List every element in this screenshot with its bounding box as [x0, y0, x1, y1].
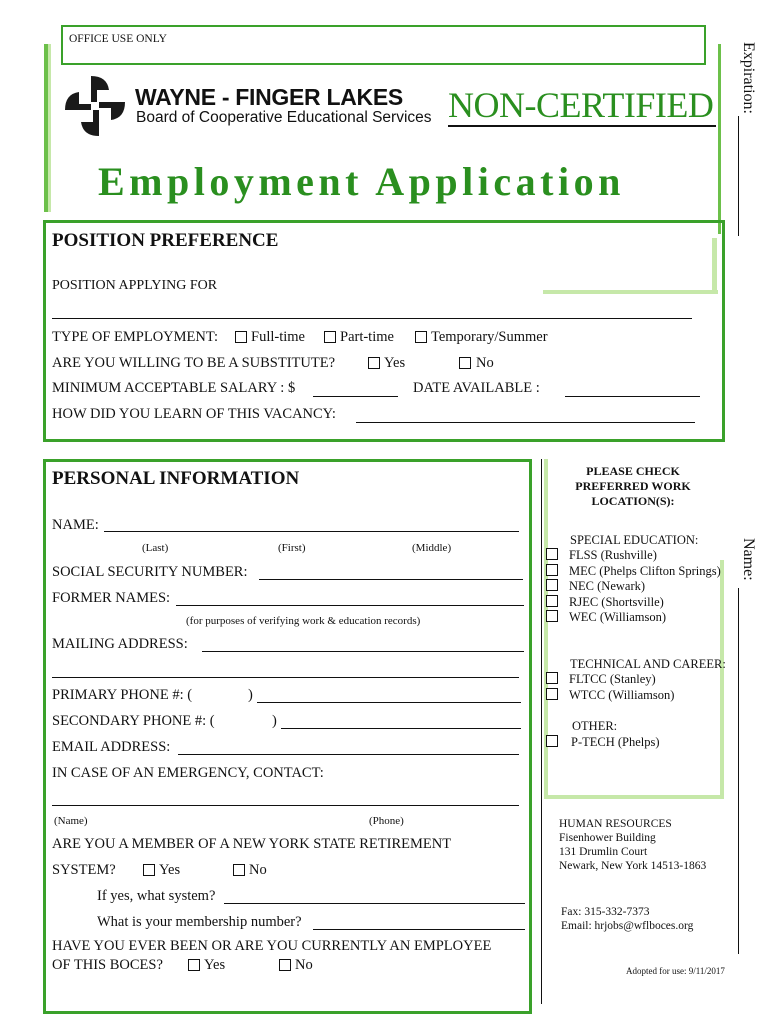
- fulltime-label: Full-time: [251, 329, 305, 345]
- temporary-checkbox[interactable]: [415, 331, 427, 343]
- location-item[interactable]: NEC (Newark): [546, 579, 721, 595]
- hr-line2: Fisenhower Building: [559, 832, 656, 844]
- expiration-line: [738, 116, 739, 236]
- secondary-phone-paren: ): [272, 713, 277, 729]
- expiration-label: Expiration:: [740, 42, 757, 114]
- retirement-no-checkbox[interactable]: [233, 864, 245, 876]
- email-field[interactable]: [178, 754, 519, 755]
- side-name-label: Name:: [740, 538, 757, 581]
- location-checkbox[interactable]: [546, 688, 558, 700]
- emergency-name-caption: (Name): [54, 815, 88, 827]
- non-certified-banner: NON-CERTIFIED: [448, 85, 714, 125]
- emergency-contact-field[interactable]: [52, 805, 519, 806]
- other-label: OTHER:: [572, 719, 618, 733]
- mailing-address-label: MAILING ADDRESS:: [52, 636, 188, 652]
- side-name-line: [738, 588, 739, 954]
- boces-employee-question-line2: OF THIS BOCES?: [52, 957, 163, 973]
- ssn-label: SOCIAL SECURITY NUMBER:: [52, 564, 248, 580]
- logo-name-line1: WAYNE - FINGER LAKES: [135, 84, 403, 110]
- personal-heading: PERSONAL INFORMATION: [52, 468, 300, 489]
- location-item[interactable]: RJEC (Shortsville): [546, 595, 721, 611]
- position-accent-v: [712, 238, 717, 294]
- boces-no-checkbox[interactable]: [279, 959, 291, 971]
- special-education-label: SPECIAL EDUCATION:: [570, 533, 699, 547]
- fulltime-checkbox[interactable]: [235, 331, 247, 343]
- location-checkbox[interactable]: [546, 548, 558, 560]
- retirement-question-line2: SYSTEM?: [52, 862, 116, 878]
- former-names-field[interactable]: [176, 605, 524, 606]
- location-item[interactable]: FLSS (Rushville): [546, 548, 721, 564]
- membership-number-field[interactable]: [313, 929, 525, 930]
- substitute-yes-checkbox[interactable]: [368, 357, 380, 369]
- technical-career-label: TECHNICAL AND CAREER:: [570, 657, 726, 671]
- special-education-list: [546, 548, 721, 626]
- date-available-field[interactable]: [565, 396, 700, 397]
- email-label: EMAIL ADDRESS:: [52, 739, 171, 755]
- retirement-question-line1: ARE YOU A MEMBER OF A NEW YORK STATE RETIREMENT: [52, 836, 452, 852]
- left-accent-bar-light: [48, 44, 51, 212]
- boces-employee-question-line1: HAVE YOU EVER BEEN OR ARE YOU CURRENTLY AN EMPLOYEE: [52, 938, 492, 954]
- position-applying-label: POSITION APPLYING FOR: [52, 278, 218, 293]
- temporary-label: Temporary/Summer: [431, 329, 548, 345]
- location-heading-line2: PREFERRED WORK: [575, 479, 691, 493]
- former-names-note: (for purposes of verifying work & education records): [186, 615, 421, 627]
- location-checkbox[interactable]: [546, 672, 558, 684]
- mailing-address-field-2[interactable]: [52, 677, 519, 678]
- which-system-label: If yes, what system?: [97, 888, 216, 904]
- boces-yes-label: Yes: [204, 957, 226, 973]
- which-system-field[interactable]: [224, 903, 525, 904]
- location-accent-bottom: [544, 795, 724, 799]
- hr-line3: 131 Drumlin Court: [559, 846, 648, 858]
- first-caption: (First): [278, 542, 306, 554]
- middle-caption: (Middle): [412, 542, 452, 554]
- location-checkbox[interactable]: [546, 610, 558, 622]
- location-heading: [558, 464, 708, 509]
- retirement-yes-checkbox[interactable]: [143, 864, 155, 876]
- name-label: NAME:: [52, 517, 99, 533]
- vacancy-label: HOW DID YOU LEARN OF THIS VACANCY:: [52, 406, 336, 422]
- boces-yes-checkbox[interactable]: [188, 959, 200, 971]
- location-heading-line3: LOCATION(S):: [591, 494, 675, 508]
- location-item[interactable]: FLTCC (Stanley): [546, 672, 674, 688]
- hr-contact-block: [561, 905, 693, 933]
- primary-phone-field[interactable]: [257, 702, 521, 703]
- logo-name-line2: Board of Cooperative Educational Services: [136, 109, 432, 126]
- location-heading-line1: PLEASE CHECK: [586, 464, 680, 478]
- other-list: [546, 735, 660, 751]
- location-checkbox[interactable]: [546, 579, 558, 591]
- salary-field[interactable]: [313, 396, 398, 397]
- parttime-checkbox[interactable]: [324, 331, 336, 343]
- employment-type-label: TYPE OF EMPLOYMENT:: [52, 329, 219, 345]
- secondary-phone-label: SECONDARY PHONE #: (: [52, 713, 215, 729]
- parttime-label: Part-time: [340, 329, 394, 345]
- location-item[interactable]: P-TECH (Phelps): [546, 735, 660, 751]
- substitute-yes-label: Yes: [384, 355, 406, 371]
- right-accent-bar-top: [718, 44, 721, 234]
- mailing-address-field-1[interactable]: [202, 651, 524, 652]
- position-heading: POSITION PREFERENCE: [52, 230, 279, 251]
- membership-number-label: What is your membership number?: [97, 914, 302, 930]
- office-use-box[interactable]: [61, 25, 706, 65]
- emergency-phone-caption: (Phone): [369, 815, 404, 827]
- location-item[interactable]: MEC (Phelps Clifton Springs): [546, 564, 721, 580]
- emergency-contact-label: IN CASE OF AN EMERGENCY, CONTACT:: [52, 765, 324, 781]
- location-column-divider: [541, 459, 542, 1004]
- hr-address-block: [559, 817, 706, 873]
- office-use-label: OFFICE USE ONLY: [69, 33, 167, 45]
- banner-underline: [448, 125, 716, 127]
- date-available-label: DATE AVAILABLE :: [413, 380, 540, 396]
- substitute-no-checkbox[interactable]: [459, 357, 471, 369]
- ssn-field[interactable]: [259, 579, 523, 580]
- position-applying-field[interactable]: [52, 318, 692, 319]
- boces-logo: [60, 73, 130, 139]
- substitute-no-label: No: [476, 355, 494, 371]
- adopted-date: Adopted for use: 9/11/2017: [626, 966, 725, 976]
- location-item[interactable]: WEC (Williamson): [546, 610, 721, 626]
- substitute-question: ARE YOU WILLING TO BE A SUBSTITUTE?: [52, 355, 336, 371]
- hr-fax: Fax: 315-332-7373: [561, 906, 650, 918]
- boces-no-label: No: [295, 957, 313, 973]
- page-title: Employment Application: [98, 159, 625, 204]
- technical-career-list: [546, 672, 674, 703]
- hr-line1: HUMAN RESOURCES: [559, 818, 672, 830]
- retirement-yes-label: Yes: [159, 862, 181, 878]
- last-caption: (Last): [142, 542, 169, 554]
- secondary-phone-field[interactable]: [281, 728, 521, 729]
- pinwheel-logo-icon: [60, 73, 130, 139]
- vacancy-field[interactable]: [356, 422, 695, 423]
- salary-label: MINIMUM ACCEPTABLE SALARY : $: [52, 380, 296, 396]
- location-checkbox[interactable]: [546, 595, 558, 607]
- location-item[interactable]: WTCC (Williamson): [546, 688, 674, 704]
- location-checkbox[interactable]: [546, 735, 558, 747]
- position-accent-h: [543, 290, 718, 294]
- hr-email[interactable]: Email: hrjobs@wflboces.org: [561, 920, 694, 932]
- primary-phone-label: PRIMARY PHONE #: (: [52, 687, 193, 703]
- hr-line4: Newark, New York 14513-1863: [559, 860, 707, 872]
- name-field[interactable]: [104, 531, 519, 532]
- primary-phone-paren: ): [248, 687, 253, 703]
- former-names-label: FORMER NAMES:: [52, 590, 171, 606]
- retirement-no-label: No: [249, 862, 267, 878]
- location-checkbox[interactable]: [546, 564, 558, 576]
